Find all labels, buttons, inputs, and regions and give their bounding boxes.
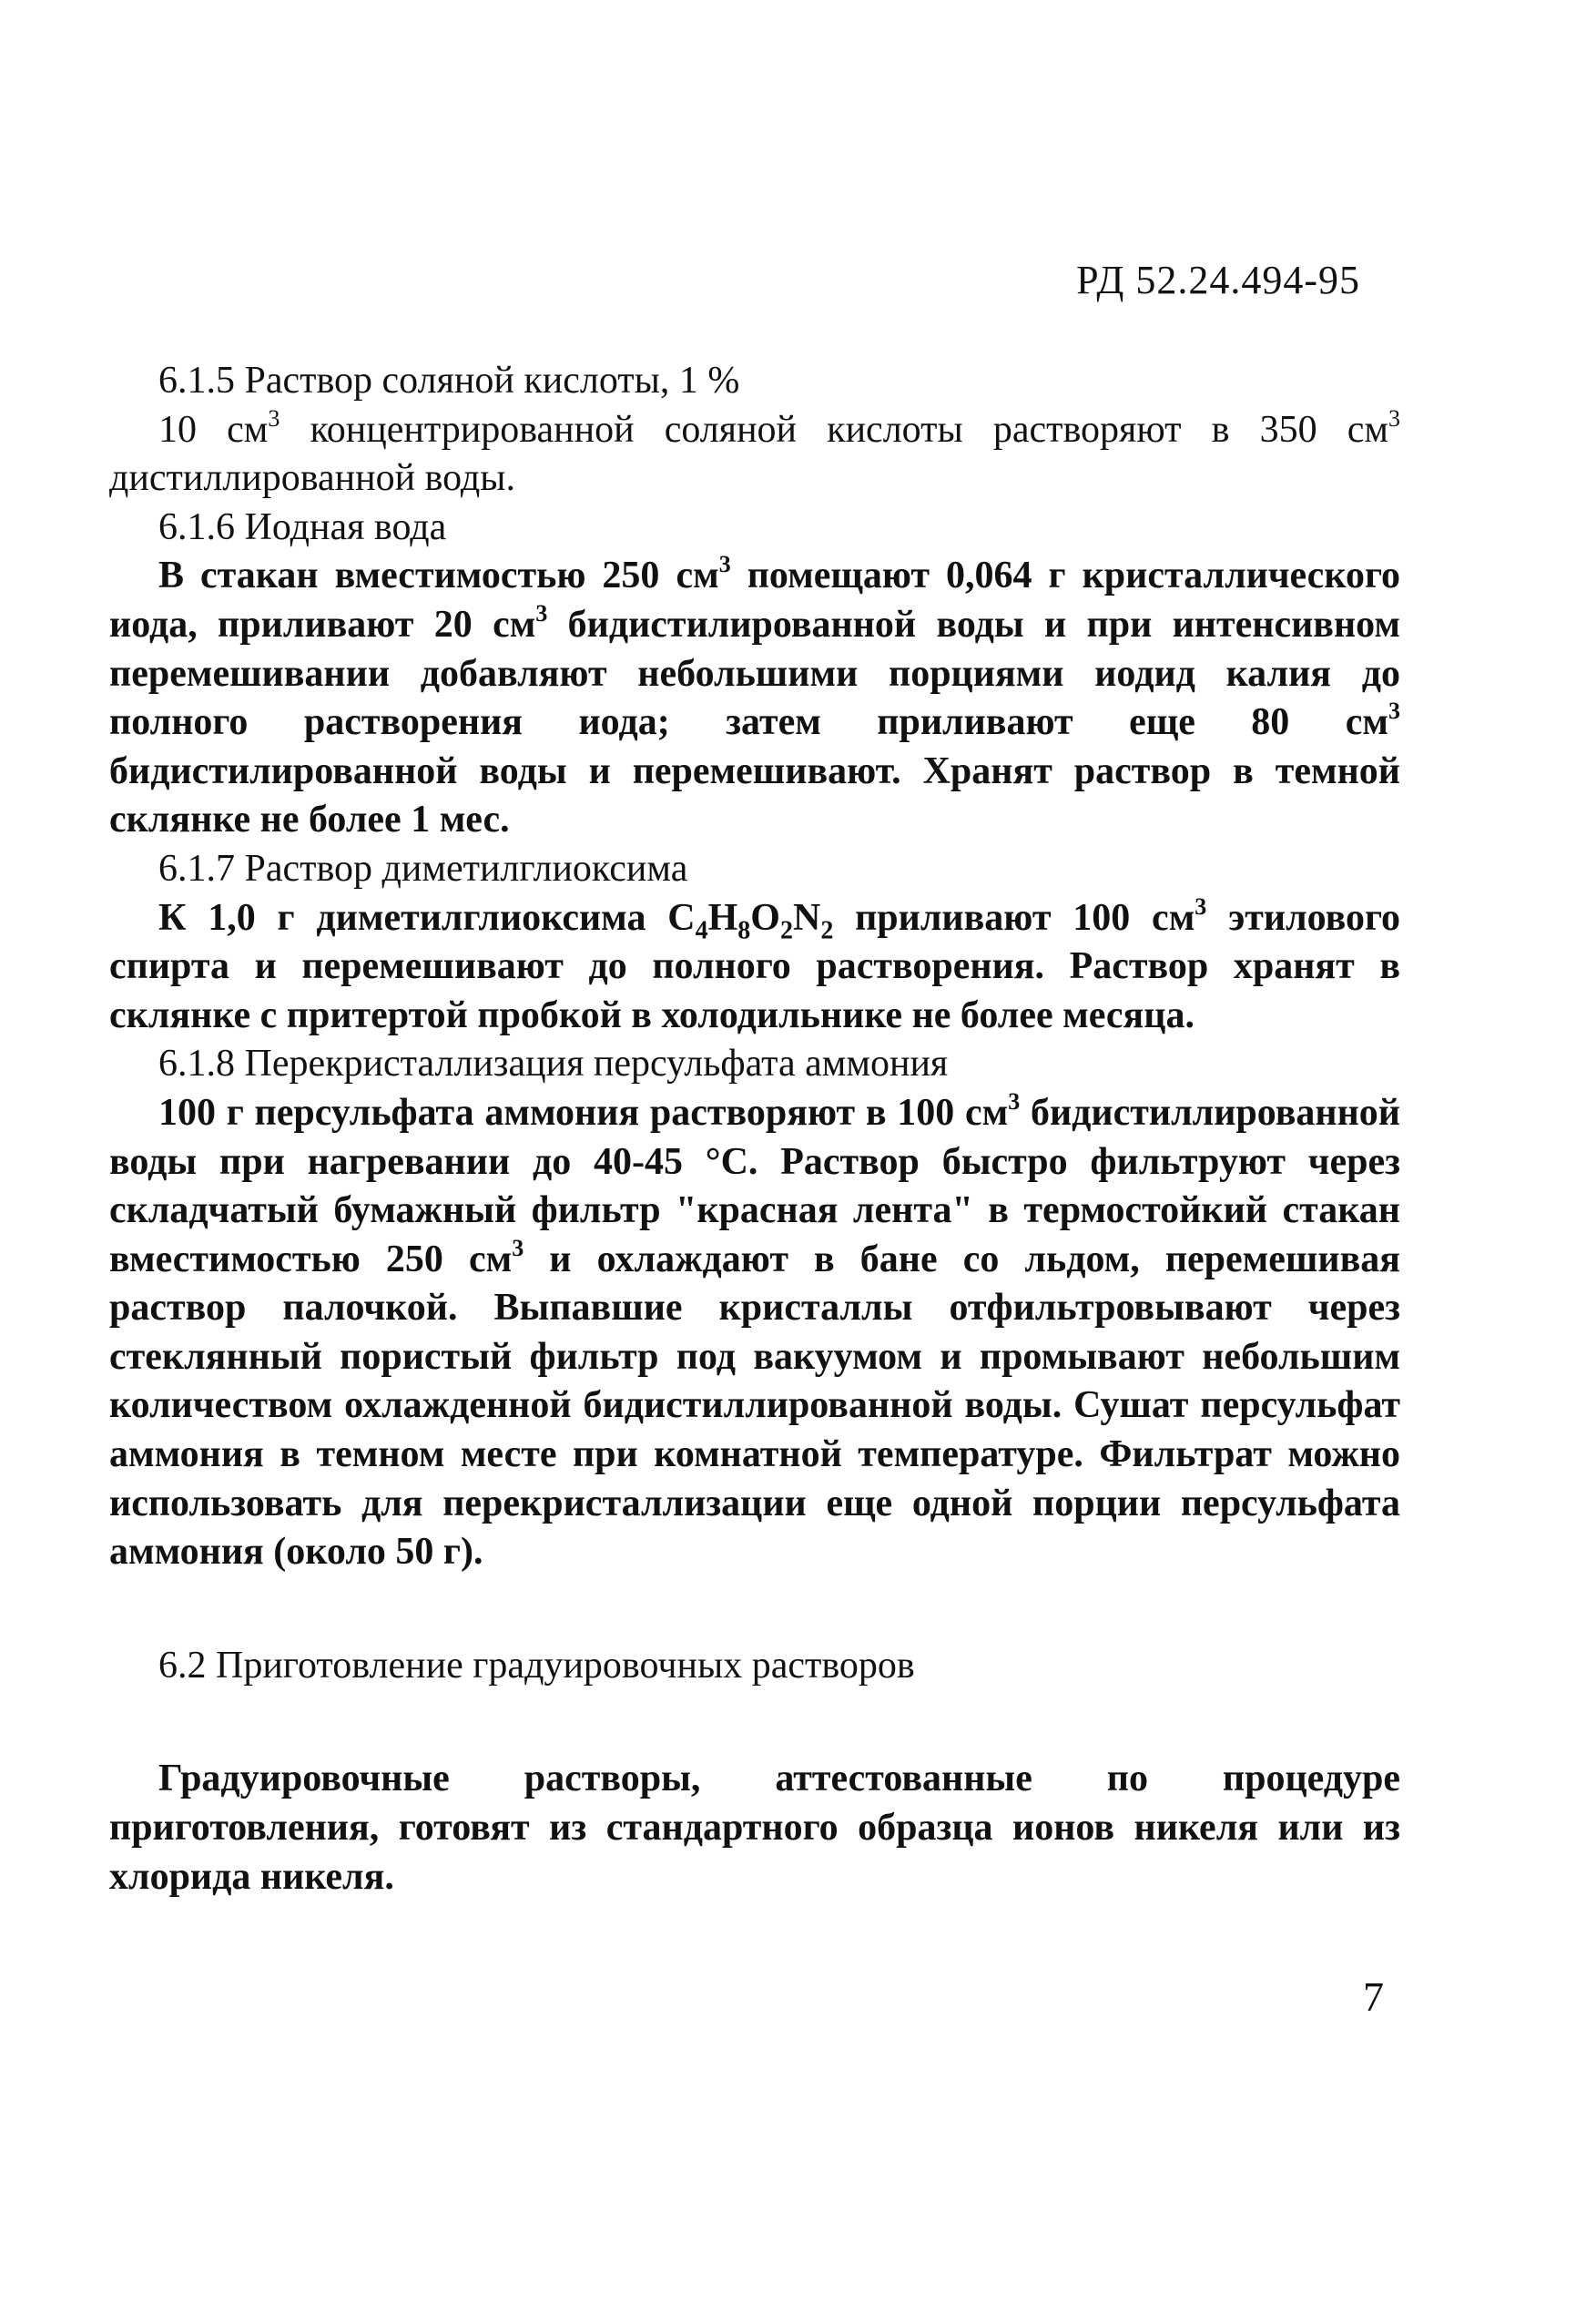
s616-text-3: бидистилированной воды и при интенсивном перемешивании добавляют небольшими порциями иодид калия до полного растворения иода; затем приливают еще 80 см: [109, 603, 1400, 744]
spacer: [109, 1577, 1400, 1642]
s616-text-4: бидистилированной воды и перемешивают. Хранят раствор в темной склянке не более 1 мес.: [109, 749, 1400, 841]
formula-o: O: [750, 896, 780, 939]
s615-text-3: дистиллированной воды.: [109, 457, 515, 500]
subscript: 8: [737, 915, 751, 944]
section-6-1-7-title: 6.1.7 Раствор диметилглиоксима: [158, 847, 688, 890]
s615-text-2: концентрированной соляной кислоты растворяют в 350 см: [280, 408, 1388, 451]
subscript: 2: [779, 915, 793, 944]
superscript: 3: [1388, 698, 1400, 725]
superscript: 3: [268, 404, 280, 432]
subscript: 2: [820, 915, 834, 944]
document-code: РД 52.24.494-95: [1076, 258, 1360, 302]
section-6-1-5-title: 6.1.5 Раствор соляной кислоты, 1 %: [158, 360, 740, 402]
section-6-2-text: Градуировочные растворы, аттестованные по процедуре приготовления, готовят из стандартного образца ионов никеля или из хлорида никеля.: [109, 1758, 1400, 1898]
section-6-1-8-title: 6.1.8 Перекристаллизация персульфата аммония: [158, 1043, 949, 1086]
s615-text-1: 10 см: [158, 408, 269, 451]
superscript: 3: [1195, 892, 1207, 920]
section-6-2-title: 6.2 Приготовление градуировочных растворов: [158, 1644, 915, 1687]
s618-text-2: бидистиллированной воды при нагревании до 40-45 °С. Раствор быстро фильтруют через складчатый бумажный фильтр "красная лента" в термостойкий стакан вместимостью 250 см: [109, 1091, 1400, 1280]
spacer: [109, 1690, 1400, 1755]
page-content: [109, 357, 1400, 1901]
section-6-1-6-title: 6.1.6 Иодная вода: [158, 505, 447, 548]
s617-text-1: К 1,0 г диметилглиоксима C: [158, 896, 696, 939]
s617-text-2: приливают 100 см: [833, 896, 1195, 939]
superscript: 3: [535, 599, 548, 627]
s616-text-2: помещают 0,064 г кристаллического иода, приливают 20 см: [109, 555, 1400, 646]
superscript: 3: [512, 1234, 524, 1261]
page-number: 7: [1363, 1973, 1384, 2020]
s618-text-1: 100 г персульфата аммония растворяют в 100 см: [158, 1091, 1009, 1134]
s616-text-1: В стакан вместимостью 250 см: [158, 555, 719, 597]
subscript: 4: [695, 915, 708, 944]
section-6-1-8-text: [109, 1089, 1400, 1577]
formula-n: N: [792, 896, 821, 939]
s617-text-3: этилового спирта и перемешивают до полного растворения. Раствор хранят в склянке с притертой пробкой в холодильнике не более месяца.: [109, 896, 1401, 1036]
section-6-1-6-text: [109, 552, 1400, 845]
formula-h: H: [707, 896, 738, 939]
superscript: 3: [718, 551, 731, 578]
section-6-1-7-text: [109, 894, 1400, 1041]
s618-text-3: и охлаждают в бане со льдом, перемешивая раствор палочкой. Выпавшие кристаллы отфильтровывают через стеклянный пористый фильтр под вакуумом и промывают небольшим количеством охлажденной бидистиллированной воды. Сушат персульфат аммония в темном месте при комнатной температуре. Фильтрат можно использовать для перекристаллизации еще одной порции персульфата аммония (около 50 г).: [109, 1238, 1400, 1574]
section-6-1-5-text: [109, 406, 1400, 504]
superscript: 3: [1008, 1087, 1021, 1115]
superscript: 3: [1388, 404, 1400, 432]
